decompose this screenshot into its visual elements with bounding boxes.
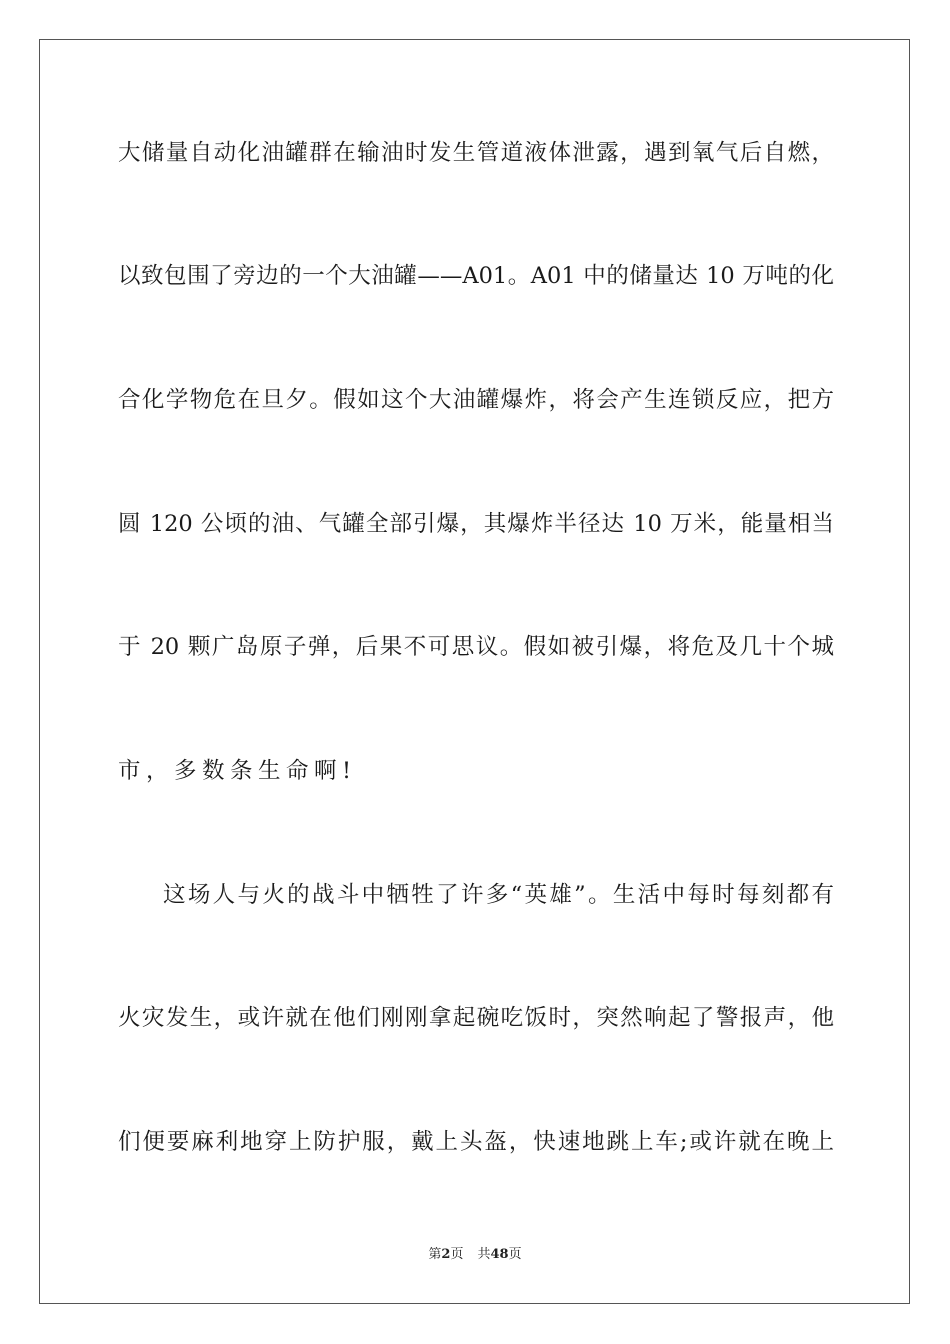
text-line-2: 以致包围了旁边的一个大油罐——A01。A01 中的储量达 10 万吨的化 <box>118 263 834 289</box>
page-footer <box>0 1246 950 1264</box>
total-suffix: 页 <box>508 1247 522 1262</box>
page-prefix: 第 <box>428 1247 442 1262</box>
text-line-9: 们便要麻利地穿上防护服，戴上头盔，快速地跳上车;或许就在晚上 <box>118 1129 834 1155</box>
text-line-8: 火灾发生，或许就在他们刚刚拿起碗吃饭时，突然响起了警报声，他 <box>118 1005 834 1031</box>
total-pages: 48 <box>490 1247 509 1262</box>
page-border <box>39 39 910 1304</box>
text-line-1: 大储量自动化油罐群在输油时发生管道液体泄露，遇到氧气后自燃， <box>118 140 834 166</box>
page-number: 2 <box>441 1247 451 1262</box>
text-line-3: 合化学物危在旦夕。假如这个大油罐爆炸，将会产生连锁反应，把方 <box>118 387 834 413</box>
page-suffix: 页 <box>450 1247 464 1262</box>
total-prefix: 共 <box>477 1247 491 1262</box>
text-line-6: 市，多数条生命啊! <box>118 758 357 784</box>
text-line-5: 于 20 颗广岛原子弹，后果不可思议。假如被引爆，将危及几十个城 <box>118 634 834 660</box>
text-line-4: 圆 120 公顷的油、气罐全部引爆，其爆炸半径达 10 万米，能量相当 <box>118 511 834 537</box>
text-line-7: 这场人与火的战斗中牺牲了许多“英雄”。生活中每时每刻都有 <box>163 882 834 908</box>
